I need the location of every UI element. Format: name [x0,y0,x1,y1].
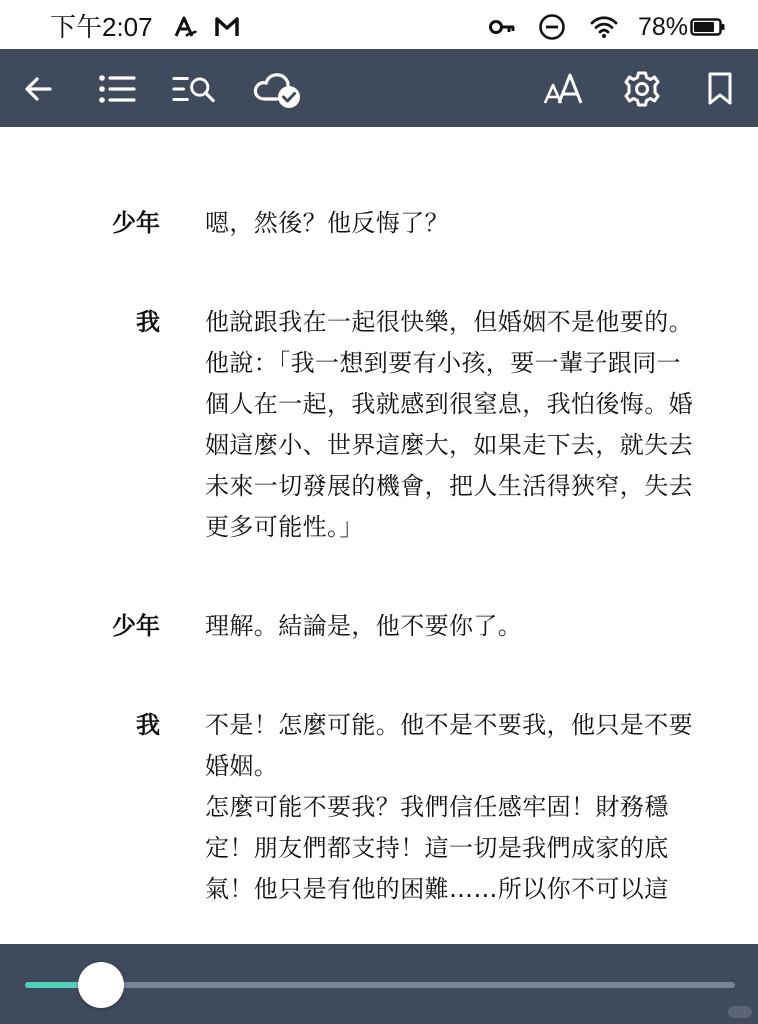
back-arrow-icon [24,75,54,103]
speech-line: 理解。結論是，他不要你了。 [205,612,523,640]
dialogue-block [0,203,758,944]
speaker-label: 我 [136,308,160,336]
speech-line: 不是！怎麼可能。他不是不要我，他只是不要婚姻。 [205,711,693,780]
dialogue-entry [0,606,758,647]
reading-page[interactable] [0,127,758,944]
bookmark-icon [707,72,733,106]
speaker-label: 我 [136,711,160,739]
progress-slider-track[interactable] [25,982,735,988]
settings-button[interactable] [620,67,664,111]
cloud-sync-button[interactable] [250,67,304,111]
status-indicators [474,12,726,42]
back-button[interactable] [17,67,61,111]
speech-line: 他說跟我在一起很快樂，但婚姻不是他要的。他說：「我一想到要有小孩，要一輩子跟同一個人在一起，我就感到很窒息，我怕後悔。婚姻這麼小、世界這麼大，如果走下去，就失去未來一切發展的機會，把人生活得狹窄，失去更多可能性。」 [205,308,693,541]
dialogue-entry [0,203,758,244]
font-size-icon [543,72,583,106]
cloud-synced-icon [251,69,303,109]
font-size-button[interactable] [541,67,585,111]
speech-text [205,302,703,548]
wifi-icon [590,15,618,39]
table-of-contents-icon [98,74,136,104]
speech-line: 嗯，然後？他反悔了？ [205,209,449,237]
status-time: 下午2:07 [50,12,153,42]
settings-gear-icon [623,70,661,108]
speech-text [205,606,703,647]
battery-icon [690,17,726,37]
dialogue-entry [0,302,758,548]
reading-progress-bar [0,944,758,1024]
search-in-text-icon [172,74,216,104]
speaker-label: 少年 [112,612,160,640]
progress-slider-thumb[interactable] [78,962,124,1008]
gmail-m-icon [214,14,240,40]
search-in-book-button[interactable] [172,67,216,111]
reader-toolbar [0,49,758,127]
speaker-label: 少年 [112,209,160,237]
battery-percentage: 78% [637,12,688,41]
font-a-icon [172,14,198,40]
vpn-key-icon [488,16,516,38]
watermark-badge [728,1006,752,1018]
do-not-disturb-icon [538,13,566,41]
speech-text [205,705,703,910]
dialogue-entry [0,705,758,910]
speech-line: 怎麼可能不要我？我們信任感牢固！財務穩定！朋友們都支持！這一切是我們成家的底氣！他只是有他的困難……所以你不可以這 [205,793,669,903]
status-bar [0,0,758,50]
bookmark-button[interactable] [698,67,742,111]
speech-text [205,203,703,244]
table-of-contents-button[interactable] [95,67,139,111]
